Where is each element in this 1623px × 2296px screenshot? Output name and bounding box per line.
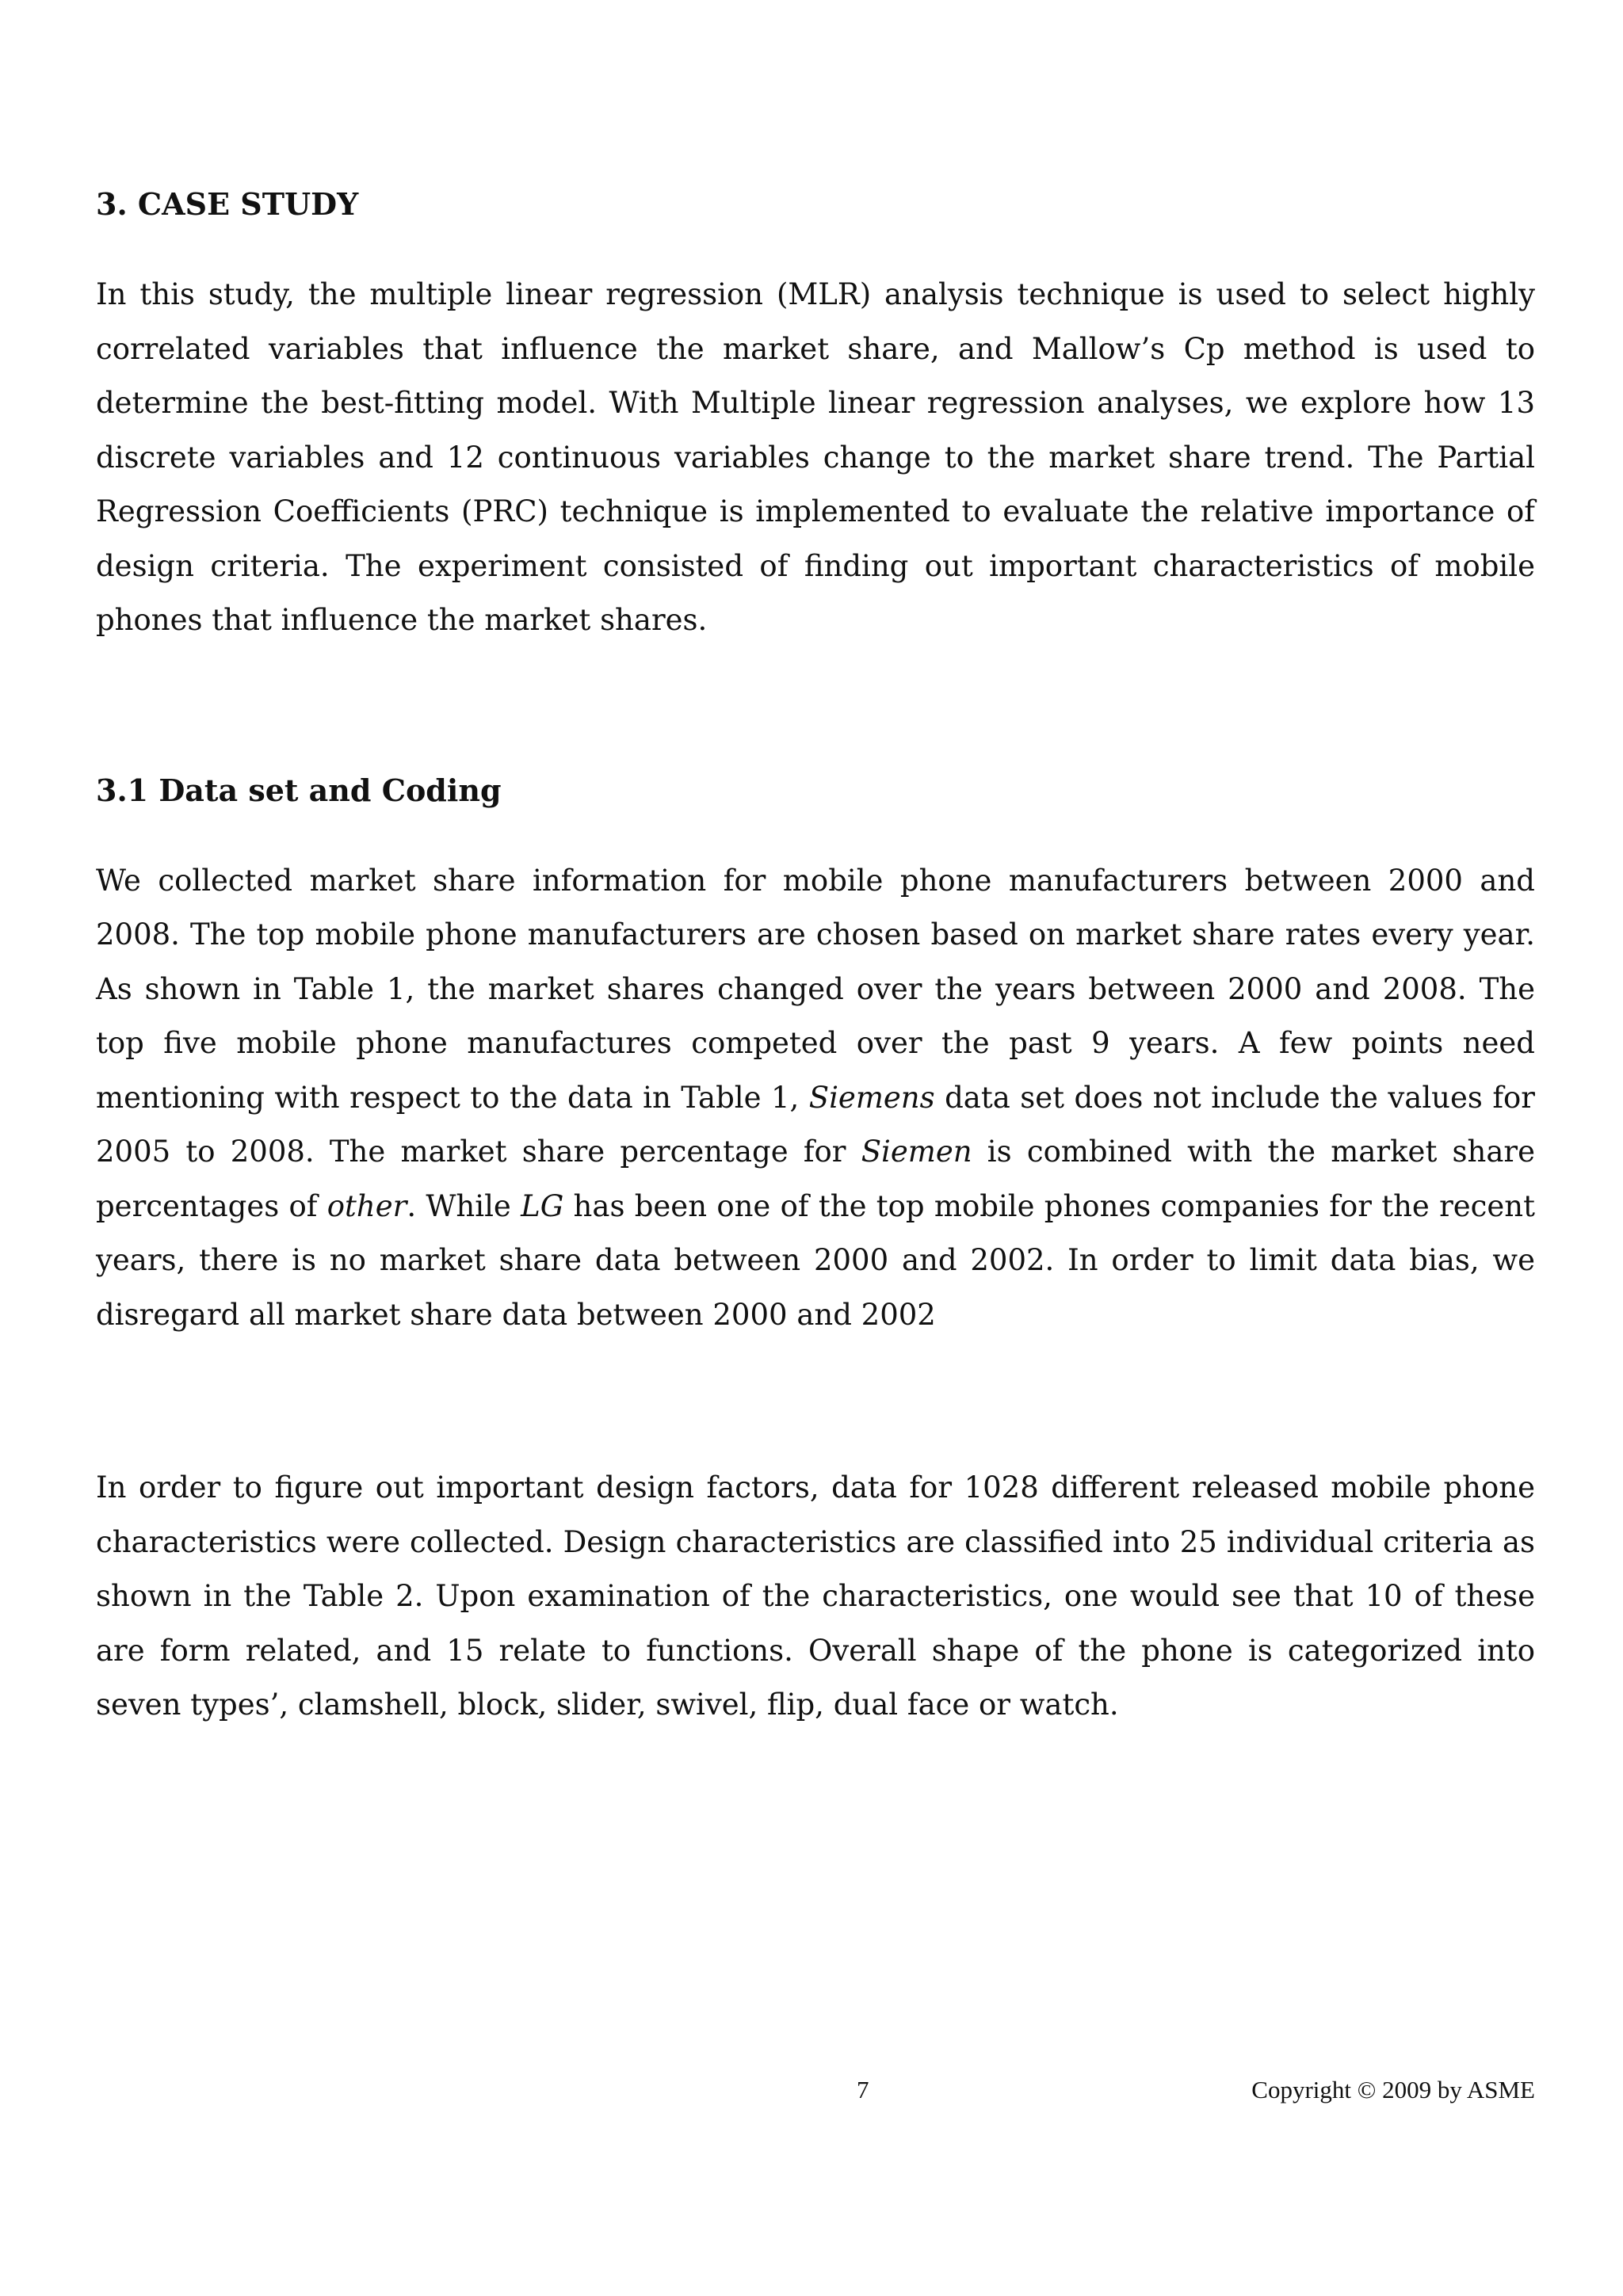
section-heading-data-set-coding: 3.1 Data set and Coding (96, 772, 502, 808)
emphasis-lg: LG (521, 1188, 564, 1223)
paragraph-data-set (96, 854, 1535, 1343)
section-heading-case-study: 3. CASE STUDY (96, 186, 359, 222)
page-number: 7 (857, 2076, 869, 2103)
paragraph-case-study: In this study, the multiple linear regression (MLR) analysis technique is used to select highly correlated variables that influence the market share, and Mallow’s Cp method is used to determine the best-fitting model. With Multiple linear regression analyses, we explore how 13 discrete variables and 12 continuous variables change to the market share trend. The Partial Regression Coefficients (PRC) technique is implemented to evaluate the relative importance of design criteria. The experiment consisted of finding out important characteristics of mobile phones that influence the market shares. (96, 277, 1535, 637)
emphasis-siemens: Siemens (808, 1080, 935, 1115)
emphasis-other: other (327, 1188, 407, 1223)
paragraph-text-segment: We collected market share information for mobile phone manufacturers between 2000 and 2008. The top mobile phone manufacturers are chosen based on market share rates every year. As shown in Table 1, the market shares changed over the years between 2000 and 2008. The top five mobile phone manufactures competed over the past 9 years. A few points need mentioning with respect to the data in Table 1, (96, 863, 1535, 1115)
page-footer (96, 2076, 1535, 2107)
emphasis-siemen: Siemen (861, 1135, 972, 1169)
paragraph-text-segment: . While (407, 1188, 521, 1223)
copyright-notice: Copyright © 2009 by ASME (1251, 2076, 1535, 2103)
paragraph-design-factors: In order to figure out important design factors, data for 1028 different released mobile phone characteristics were collected. Design characteristics are classified into 25 individual criteria as shown in the Table 2. Upon examination of the characteristics, one would see that 10 of these are form related, and 15 relate to functions. Overall shape of the phone is categorized into seven types’, clamshell, block, slider, swivel, flip, dual face or watch. (96, 1470, 1535, 1722)
page-content (96, 181, 1535, 1733)
paragraph-text-segment: data set does not include the values for 2005 to 2008. The market share percentage for (96, 1080, 1535, 1169)
paragraph-text-segment: has been one of the top mobile phones companies for the recent years, there is no market share data between 2000 and 2002. In order to limit data bias, we disregard all market share data between 2000 and 2002 (96, 1188, 1535, 1332)
paragraph-text-segment: is combined with the market share percentages of (96, 1135, 1535, 1223)
